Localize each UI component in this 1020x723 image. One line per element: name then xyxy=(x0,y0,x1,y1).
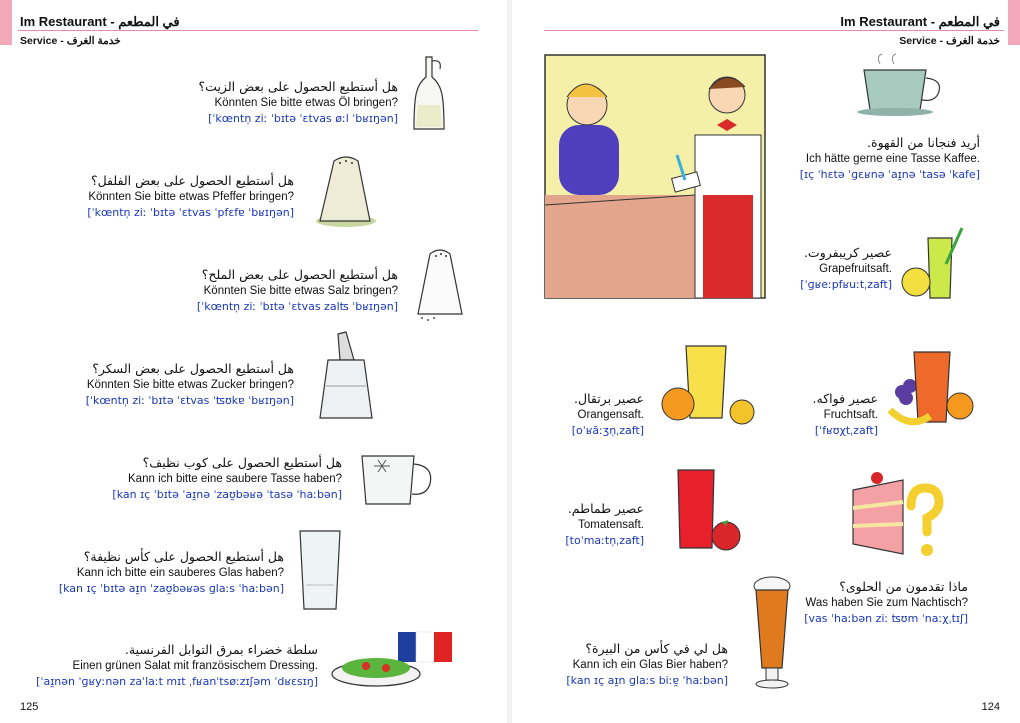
phrase-ipa: [ˈfʁʊχtˌzaft] xyxy=(814,424,878,437)
phrase-arabic: هل أستطيع الحصول على بعض الملح؟ xyxy=(201,267,398,282)
phrase-german: Was haben Sie zum Nachtisch? xyxy=(805,597,968,609)
tomato-juice-illustration xyxy=(670,464,750,554)
phrase-ipa: [ˈkœntn̩ ziː ˈbɪtə ˈɛtvas ˈpfɛfɐ ˈbʁɪŋən] xyxy=(87,206,294,219)
phrase-arabic: سلطة خضراء بمرق التوابل الفرنسية. xyxy=(124,642,318,657)
grapefruit-juice-illustration xyxy=(900,224,970,304)
right-page-tab xyxy=(1008,0,1020,45)
beer-glass-illustration xyxy=(748,576,798,691)
phrase-german: Kann ich bitte ein sauberes Glas haben? xyxy=(76,567,284,579)
phrase-clean-glass xyxy=(59,548,284,596)
phrase-ipa: [oˈʁãːʒn̩ˌzaft] xyxy=(571,424,644,437)
pepper-shaker-illustration xyxy=(310,155,380,230)
right-page-subtitle: Service - خدمة الغرف xyxy=(899,35,1000,47)
phrase-salt xyxy=(197,266,398,314)
phrase-ipa: [ˈkœntn̩ ziː ˈbɪtə ˈɛtvas ˈʦʊkɐ ˈbʁɪŋən] xyxy=(85,394,294,407)
phrase-german: Könnten Sie bitte etwas Öl bringen? xyxy=(214,97,398,109)
phrase-arabic: هل أستطيع الحصول على كوب نظيف؟ xyxy=(142,455,342,470)
phrase-arabic: هل لي في كأس من البيرة؟ xyxy=(585,641,728,656)
page-number: 125 xyxy=(20,701,39,713)
phrase-german: Fruchtsaft. xyxy=(823,409,878,421)
clean-cup-illustration xyxy=(356,440,446,510)
left-page-tab xyxy=(0,0,12,45)
clean-glass-illustration xyxy=(292,525,352,615)
phrase-ipa: [vas ˈhaːbən ziː ʦʊm ˈnaːχˌtɪʃ] xyxy=(804,612,968,625)
phrase-german: Könnten Sie bitte etwas Zucker bringen? xyxy=(86,379,294,391)
phrase-german: Orangensaft. xyxy=(577,409,644,421)
phrase-arabic: عصير برتقال. xyxy=(574,391,644,406)
phrase-tomato-juice xyxy=(565,500,644,548)
phrase-german: Könnten Sie bitte etwas Salz bringen? xyxy=(203,285,398,297)
coffee-cup-illustration xyxy=(850,52,950,116)
phrase-salad xyxy=(36,641,318,689)
phrase-ipa: [ˈkœntn̩ ziː ˈbɪtə ˈɛtvas zalʦ ˈbʁɪŋən] xyxy=(196,300,398,313)
phrase-arabic: هل أستطيع الحصول على بعض الفلفل؟ xyxy=(90,173,294,188)
phrase-oil xyxy=(199,78,398,126)
phrase-ipa: [ˈkœntn̩ ziː ˈbɪtə ˈɛtvas øːl ˈbʁɪŋən] xyxy=(208,112,398,125)
phrase-orange-juice xyxy=(572,390,644,438)
left-page xyxy=(0,0,508,723)
phrase-ipa: [ɪç ˈhɛtə ˈɡɛʁnə ˈaɪ̯nə ˈtasə ˈkafe] xyxy=(799,168,980,181)
phrase-german: Einen grünen Salat mit französischem Dressing. xyxy=(72,660,318,672)
phrase-ipa: [kan ɪç ˈbɪtə aɪ̯n ˈzaʊ̯bəʁəs ɡlaːs ˈhaːbən] xyxy=(58,582,284,595)
phrase-grapefruit-juice xyxy=(800,244,892,292)
phrase-arabic: هل أستطيع الحصول على بعض الزيت؟ xyxy=(198,79,398,94)
phrase-coffee xyxy=(800,134,980,182)
phrase-german: Könnten Sie bitte etwas Pfeffer bringen? xyxy=(88,191,294,203)
phrase-arabic: هل أستطيع الحصول على كأس نظيفة؟ xyxy=(83,549,284,564)
phrase-ipa: [kan ɪç aɪ̯n ɡlaːs biːɐ̯ ˈhaːbən] xyxy=(566,674,728,687)
phrase-fruit-juice xyxy=(813,390,878,438)
phrase-arabic: هل أستطيع الحصول على بعض السكر؟ xyxy=(92,361,294,376)
phrase-ipa: [ˈaɪ̯nən ˈɡʁyːnən zaˈlaːt mɪt ˌfʁanˈtsøːzɪʃəm ˈdʁɛsɪŋ] xyxy=(36,675,318,688)
dessert-illustration xyxy=(847,470,947,565)
phrase-dessert xyxy=(804,578,968,626)
phrase-arabic: عصير طماطم. xyxy=(567,501,644,516)
orange-juice-illustration xyxy=(660,340,760,425)
phrase-arabic: عصير فواكه. xyxy=(812,391,878,406)
phrase-german: Kann ich bitte eine saubere Tasse haben? xyxy=(128,473,342,485)
phrase-german: Kann ich ein Glas Bier haben? xyxy=(572,659,728,671)
phrase-german: Ich hätte gerne eine Tasse Kaffee. xyxy=(805,153,980,165)
phrase-beer xyxy=(566,640,728,688)
phrase-german: Grapefruitsaft. xyxy=(819,263,892,275)
left-page-title: Im Restaurant - في المطعم xyxy=(20,14,180,29)
salad-illustration xyxy=(328,630,458,688)
phrase-ipa: [ˈɡʁeːpfʁuːtˌzaft] xyxy=(800,278,892,291)
phrase-arabic: ماذا تقدمون من الحلوى؟ xyxy=(839,579,968,594)
left-page-subtitle: Service - خدمة الغرف xyxy=(20,35,121,47)
right-header-rule xyxy=(544,30,1004,31)
salt-shaker-illustration xyxy=(410,248,470,323)
phrase-arabic: عصير كريبفروت. xyxy=(803,245,892,260)
phrase-clean-cup xyxy=(112,454,342,502)
sugar-dispenser-illustration xyxy=(316,330,376,425)
phrase-ipa: [toˈmaːtn̩ˌzaft] xyxy=(565,534,644,547)
right-page xyxy=(512,0,1020,723)
phrase-german: Tomatensaft. xyxy=(578,519,644,531)
waiter-scene-illustration xyxy=(545,55,765,298)
phrase-pepper xyxy=(87,172,294,220)
oil-bottle-illustration xyxy=(408,55,448,135)
right-page-title: Im Restaurant - في المطعم xyxy=(840,14,1000,29)
fruit-juice-illustration xyxy=(886,346,976,428)
phrase-arabic: أريد فنجانا من القهوة. xyxy=(867,135,980,150)
phrase-ipa: [kan ɪç ˈbɪtə ˈaɪ̯nə ˈzaʊ̯bəʁə ˈtasə ˈhaːbən] xyxy=(112,488,342,501)
phrase-sugar xyxy=(86,360,294,408)
page-number: 124 xyxy=(981,701,1000,713)
left-header-rule xyxy=(18,30,478,31)
